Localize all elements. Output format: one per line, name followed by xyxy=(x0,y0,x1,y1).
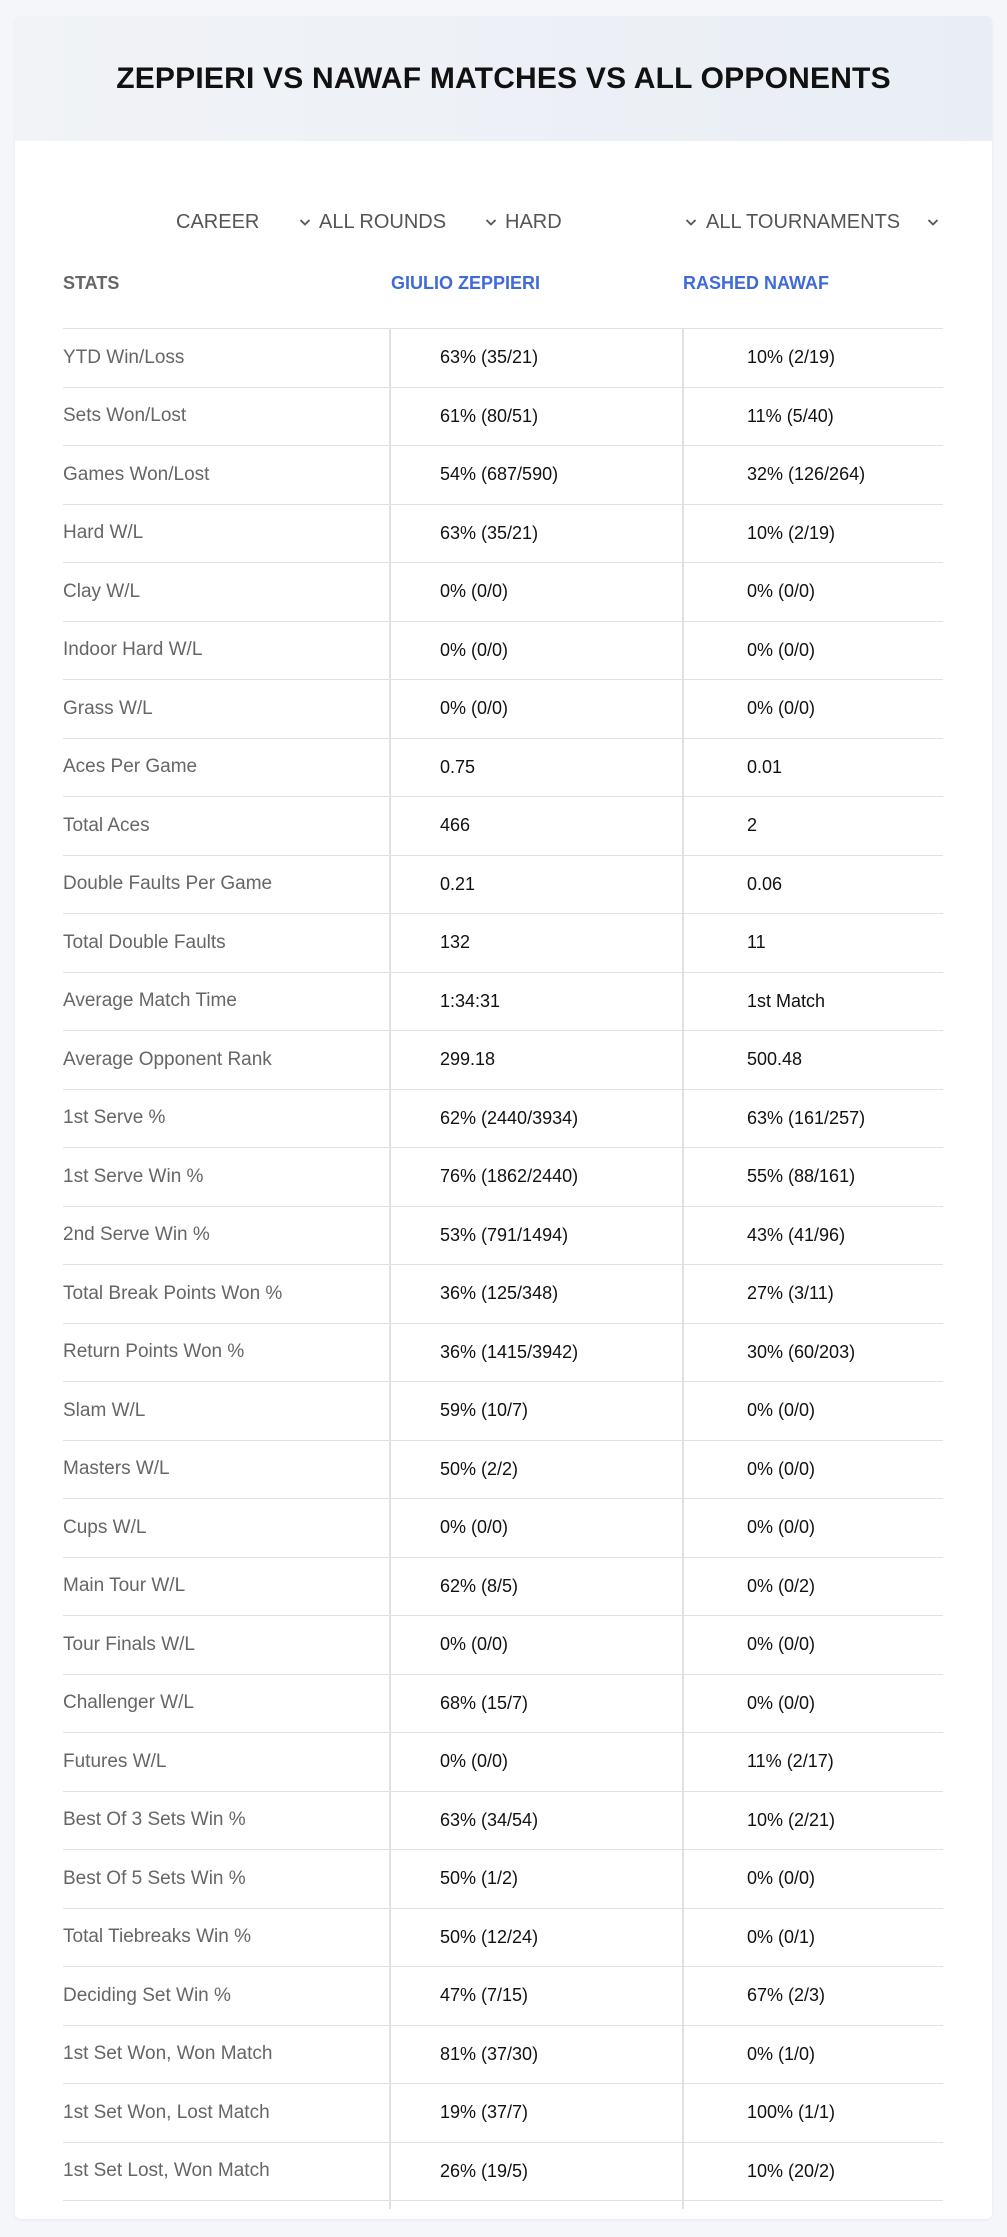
stat-label: Games Won/Lost xyxy=(63,463,210,485)
player2-value: 0% (0/0) xyxy=(747,1634,816,1655)
table-row xyxy=(63,1441,943,1500)
stat-label: YTD Win/Loss xyxy=(63,346,185,368)
stat-label: Indoor Hard W/L xyxy=(63,639,203,661)
player2-value: 0% (0/0) xyxy=(747,581,816,602)
player1-value: 0% (0/0) xyxy=(440,1751,509,1772)
player2-value: 10% (2/21) xyxy=(747,1809,836,1830)
tournaments-filter-label: ALL TOURNAMENTS xyxy=(706,210,901,233)
table-body xyxy=(63,329,943,2201)
stat-label: Double Faults Per Game xyxy=(63,873,273,895)
player1-value: 54% (687/590) xyxy=(440,464,559,485)
stat-label: 2nd Serve Win % xyxy=(63,1224,210,1246)
player1-value: 62% (8/5) xyxy=(440,1575,519,1596)
stat-label: 1st Set Lost, Won Match xyxy=(63,2160,270,2182)
table-row xyxy=(63,1207,943,1266)
player1-value: 0% (0/0) xyxy=(440,1517,509,1538)
stat-label: Futures W/L xyxy=(63,1750,167,1772)
player2-value: 500.48 xyxy=(747,1049,803,1070)
stat-label: Masters W/L xyxy=(63,1458,170,1480)
player2-value: 0% (0/0) xyxy=(747,1400,816,1421)
table-row xyxy=(63,329,943,388)
header-stats: STATS xyxy=(63,273,120,293)
table-row xyxy=(63,2143,943,2202)
table-row xyxy=(63,1733,943,1792)
table-row xyxy=(63,1499,943,1558)
stat-label: Best Of 3 Sets Win % xyxy=(63,1809,246,1831)
table-row xyxy=(63,1850,943,1909)
stat-label: Total Tiebreaks Win % xyxy=(63,1926,251,1948)
table-row xyxy=(63,973,943,1032)
player1-value: 61% (80/51) xyxy=(440,405,539,426)
stat-label: Main Tour W/L xyxy=(63,1575,186,1597)
tournaments-filter[interactable] xyxy=(706,204,939,240)
stat-label: Tour Finals W/L xyxy=(63,1633,195,1655)
surface-filter[interactable] xyxy=(505,204,697,240)
player1-value: 299.18 xyxy=(440,1049,496,1070)
player2-value: 0% (0/0) xyxy=(747,698,816,719)
stat-label: Total Aces xyxy=(63,814,150,836)
player2-value: 0% (0/0) xyxy=(747,639,816,660)
player1-value: 26% (19/5) xyxy=(440,2160,529,2181)
player2-value: 0% (0/1) xyxy=(747,1926,816,1947)
page-header xyxy=(15,16,992,141)
table-row xyxy=(63,2084,943,2143)
stat-label: Average Opponent Rank xyxy=(63,1048,272,1070)
table-row xyxy=(63,1324,943,1383)
chevron-down-icon xyxy=(927,216,939,228)
player1-value: 0% (0/0) xyxy=(440,581,509,602)
stat-label: 1st Serve Win % xyxy=(63,1165,204,1187)
table-row xyxy=(63,563,943,622)
table-row xyxy=(63,856,943,915)
player2-value: 0% (0/0) xyxy=(747,1868,816,1889)
player2-value: 0.06 xyxy=(747,873,783,894)
player1-value: 47% (7/15) xyxy=(440,1985,529,2006)
stat-label: Return Points Won % xyxy=(63,1341,245,1363)
table-row xyxy=(63,1675,943,1734)
stat-label: 1st Set Won, Lost Match xyxy=(63,2101,270,2123)
player2-value: 0% (1/0) xyxy=(747,2043,816,2064)
player1-value: 0.21 xyxy=(440,873,476,894)
table-row xyxy=(63,388,943,447)
player1-value: 50% (1/2) xyxy=(440,1868,519,1889)
stat-label: Aces Per Game xyxy=(63,756,198,778)
stat-label: Deciding Set Win % xyxy=(63,1984,231,2006)
stat-label: Clay W/L xyxy=(63,580,141,602)
player2-value: 63% (161/257) xyxy=(747,1107,866,1128)
player1-value: 466 xyxy=(440,815,471,836)
player1-value: 0% (0/0) xyxy=(440,639,509,660)
player1-value: 36% (1415/3942) xyxy=(440,1341,579,1362)
player2-value: 0% (0/0) xyxy=(747,1458,816,1479)
player1-value: 0% (0/0) xyxy=(440,698,509,719)
table-row xyxy=(63,1148,943,1207)
surface-filter-label: HARD xyxy=(505,210,562,233)
table-row xyxy=(63,1792,943,1851)
page-title: ZEPPIERI VS NAWAF MATCHES VS ALL OPPONENTS xyxy=(116,61,891,95)
player2-value: 100% (1/1) xyxy=(747,2102,836,2123)
player2-value: 27% (3/11) xyxy=(747,1283,834,1304)
career-filter-label: CAREER xyxy=(176,210,260,233)
player2-value: 67% (2/3) xyxy=(747,1985,826,2006)
table-row xyxy=(63,1382,943,1441)
player2-value: 43% (41/96) xyxy=(747,1224,846,1245)
stat-label: Slam W/L xyxy=(63,1399,146,1421)
stat-label: Challenger W/L xyxy=(63,1692,194,1714)
player2-value: 30% (60/203) xyxy=(747,1341,856,1362)
table-row xyxy=(63,739,943,798)
table-row xyxy=(63,797,943,856)
player2-value: 11% (2/17) xyxy=(747,1751,834,1772)
table-row xyxy=(63,1090,943,1149)
stat-label: Hard W/L xyxy=(63,522,144,544)
player1-value: 81% (37/30) xyxy=(440,2043,539,2064)
player1-value: 76% (1862/2440) xyxy=(440,1166,579,1187)
stats-card xyxy=(15,16,992,2219)
player2-value: 0.01 xyxy=(747,756,783,777)
stat-label: 1st Serve % xyxy=(63,1107,166,1129)
player1-value: 50% (12/24) xyxy=(440,1926,539,1947)
stat-label: Best Of 5 Sets Win % xyxy=(63,1867,246,1889)
header-player1[interactable]: GIULIO ZEPPIERI xyxy=(391,273,541,293)
table-row xyxy=(63,1967,943,2026)
stat-label: Sets Won/Lost xyxy=(63,405,187,427)
table-row xyxy=(63,446,943,505)
chevron-down-icon xyxy=(685,216,697,228)
player2-value: 11 xyxy=(747,932,766,953)
stat-label: 1st Set Won, Won Match xyxy=(63,2043,273,2065)
player2-value: 0% (0/0) xyxy=(747,1692,816,1713)
table-row xyxy=(63,1265,943,1324)
player2-value: 1st Match xyxy=(747,990,826,1011)
stat-label: Average Match Time xyxy=(63,990,237,1012)
player2-value: 0% (0/2) xyxy=(747,1575,816,1596)
career-filter[interactable] xyxy=(176,204,311,240)
player2-value: 10% (2/19) xyxy=(747,522,836,543)
player1-value: 1:34:31 xyxy=(440,990,501,1011)
player1-value: 19% (37/7) xyxy=(440,2102,529,2123)
player1-value: 50% (2/2) xyxy=(440,1458,519,1479)
stats-table xyxy=(63,256,943,2201)
player1-value: 63% (34/54) xyxy=(440,1809,539,1830)
table-row xyxy=(63,505,943,564)
rounds-filter-label: ALL ROUNDS xyxy=(319,210,447,233)
player2-value: 11% (5/40) xyxy=(747,405,834,426)
table-row xyxy=(63,622,943,681)
table-header xyxy=(63,256,943,329)
player1-value: 63% (35/21) xyxy=(440,347,539,368)
player2-value: 2 xyxy=(747,815,758,836)
stat-label: Cups W/L xyxy=(63,1516,147,1538)
table-row xyxy=(63,680,943,739)
player1-value: 59% (10/7) xyxy=(440,1400,529,1421)
stat-label: Total Double Faults xyxy=(63,931,226,953)
player1-value: 36% (125/348) xyxy=(440,1283,559,1304)
player1-value: 0.75 xyxy=(440,756,476,777)
rounds-filter[interactable] xyxy=(319,204,497,240)
chevron-down-icon xyxy=(299,216,311,228)
filter-bar xyxy=(15,186,992,256)
table-row xyxy=(63,1031,943,1090)
player2-value: 0% (0/0) xyxy=(747,1517,816,1538)
player2-value: 32% (126/264) xyxy=(747,464,866,485)
player1-value: 68% (15/7) xyxy=(440,1692,529,1713)
player2-value: 10% (2/19) xyxy=(747,347,836,368)
player1-value: 0% (0/0) xyxy=(440,1634,509,1655)
player1-value: 132 xyxy=(440,932,471,953)
player1-value: 53% (791/1494) xyxy=(440,1224,569,1245)
table-row xyxy=(63,1909,943,1968)
table-row xyxy=(63,2026,943,2085)
stat-label: Total Break Points Won % xyxy=(63,1282,283,1304)
player2-value: 55% (88/161) xyxy=(747,1166,856,1187)
table-row xyxy=(63,914,943,973)
player2-value: 10% (20/2) xyxy=(747,2160,836,2181)
chevron-down-icon xyxy=(485,216,497,228)
player1-value: 63% (35/21) xyxy=(440,522,539,543)
stat-label: Grass W/L xyxy=(63,697,153,719)
header-player2[interactable]: RASHED NAWAF xyxy=(683,273,830,293)
table-row xyxy=(63,1558,943,1617)
table-row xyxy=(63,1616,943,1675)
player1-value: 62% (2440/3934) xyxy=(440,1107,579,1128)
